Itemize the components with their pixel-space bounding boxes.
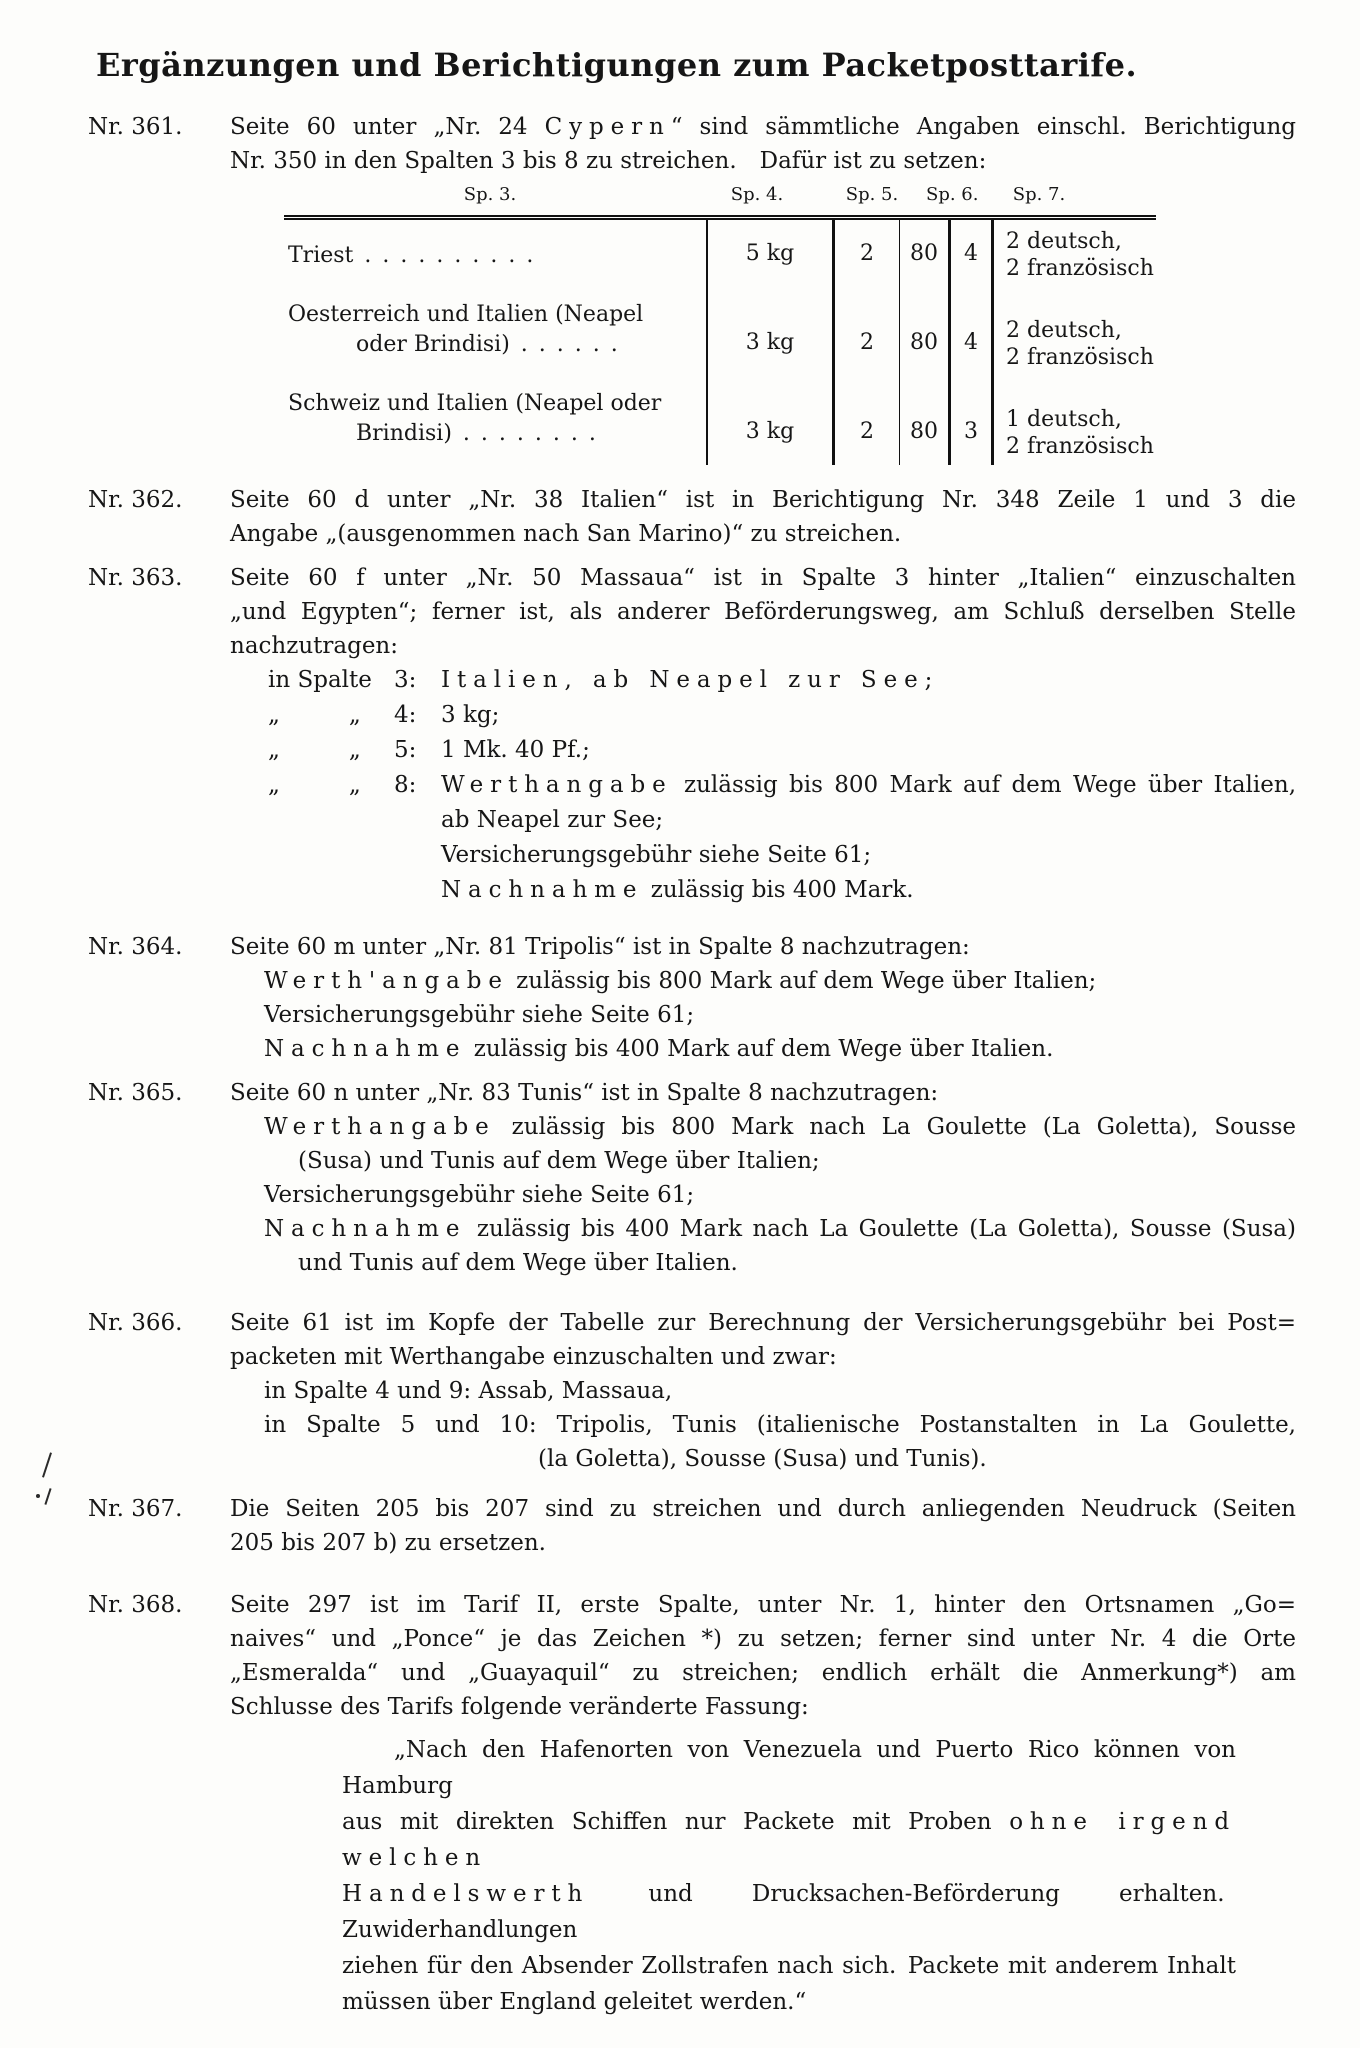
cell-languages	[993, 287, 1157, 376]
cell-destination	[284, 287, 707, 376]
text-segment: aus mit direkten Schiffen nur Packete mit Proben	[342, 1809, 1010, 1835]
text-line: „und Egypten“; ferner ist, als anderer Beförderungsweg, am Schluß derselben Stelle	[230, 599, 1296, 625]
table-row	[284, 287, 1156, 376]
text-line: in Spalte 5 und 10: Tripolis, Tunis (italienische Postanstalten in La Goulette,	[264, 1412, 1296, 1438]
cell-languages	[993, 376, 1157, 465]
item-365	[88, 1076, 1296, 1280]
text-line: Nr. 350 in den Spalten 3 bis 8 zu streichen. Dafür ist zu setzen:	[230, 148, 987, 174]
cell-languages	[993, 218, 1157, 288]
text-line: Seite 60 n unter „Nr. 83 Tunis“ ist in Spalte 8 nachzutragen:	[230, 1080, 939, 1106]
text-line: (Susa) und Tunis auf dem Wege über Italien;	[298, 1148, 820, 1174]
destination-line: Oesterreich und Italien (Neapel	[288, 302, 644, 327]
item-number: Nr. 362.	[88, 487, 183, 513]
text-line: Seite 297 ist im Tarif II, erste Spalte, unter Nr. 1, hinter den Ortsnamen „Go=	[230, 1592, 1296, 1618]
column-number: 4:	[394, 702, 417, 728]
item-number: Nr. 367.	[88, 1496, 183, 1522]
cell-pfennig: 80	[900, 218, 950, 288]
text-line	[268, 698, 1296, 733]
spaced-word: Handelswerth	[342, 1881, 590, 1907]
text-line	[264, 964, 1296, 998]
text-line: ab Neapel zur See;	[441, 807, 664, 833]
text-line: 205 bis 207 b) zu ersetzen.	[230, 1530, 546, 1556]
language-line: 2 deutsch,	[1006, 318, 1122, 343]
table-row	[284, 376, 1156, 465]
text-line	[342, 1876, 1236, 1948]
cell-mark: 2	[834, 287, 900, 376]
text-line	[441, 873, 1296, 908]
tariff-table-grid	[284, 215, 1156, 465]
text-line: Versicherungsgebühr siehe Seite 61;	[264, 1002, 695, 1028]
col-header: Sp. 5.	[845, 184, 899, 205]
cell-pfennig: 80	[900, 376, 950, 465]
text-segment: und Drucksachen-Beförderung erhalten. Zuwiderhandlungen	[342, 1881, 1236, 1943]
item-number: Nr. 364.	[88, 934, 183, 960]
cell-destination	[284, 376, 707, 465]
item-363	[88, 561, 1296, 908]
destination-line: Schweiz und Italien (Neapel oder	[288, 391, 662, 416]
language-line: 2 deutsch,	[1006, 229, 1122, 254]
item-body	[230, 110, 1296, 473]
ditto-marks: „ „	[268, 737, 361, 763]
item-362	[88, 483, 1296, 551]
text-line: naives“ und „Ponce“ je das Zeichen *) zu setzen; ferner sind unter Nr. 4 die Orte	[230, 1626, 1296, 1652]
tab-label: in Spalte	[268, 667, 372, 693]
quoted-passage	[342, 1732, 1236, 2020]
destination-line: Brindisi) . . . . . . . .	[356, 421, 596, 446]
spaced-word: Werthangabe	[441, 772, 673, 798]
text-line	[264, 1110, 1296, 1144]
spaced-word: Cypern	[544, 114, 671, 140]
col-header: Sp. 3.	[463, 184, 517, 205]
text-line: ziehen für den Absender Zollstrafen nach sich. Packete mit anderem Inhalt	[342, 1953, 1236, 1979]
item-body	[230, 483, 1296, 551]
pencil-mark-dot	[36, 1494, 40, 1498]
cell-weight: 5 kg	[707, 218, 834, 288]
table-row	[284, 218, 1156, 288]
text-segment: zulässig bis 800 Mark nach La Goulette (La Goletta), Sousse	[495, 1114, 1296, 1140]
item-body	[230, 1588, 1296, 2020]
item-body	[230, 930, 1296, 1066]
text-line	[268, 733, 1296, 768]
text-line: Seite 61 ist im Kopfe der Tabelle zur Berechnung der Versicherungsgebühr bei Post=	[230, 1310, 1296, 1336]
text-line: Angabe „(ausgenommen nach San Marino)“ zu streichen.	[230, 521, 902, 547]
text-line	[264, 1032, 1296, 1066]
item-361	[88, 110, 1296, 473]
language-line: 2 französisch	[1006, 434, 1154, 459]
column-number: 5:	[394, 737, 417, 763]
spaced-word: Werthangabe	[264, 1114, 496, 1140]
item-body	[230, 1306, 1296, 1476]
text-segment: zulässig bis 800 Mark auf dem Wege über Italien;	[508, 968, 1097, 994]
column-number: 3:	[394, 667, 417, 693]
destination-line: oder Brindisi) . . . . . .	[356, 332, 618, 357]
cell-declarations: 3	[950, 376, 993, 465]
item-number: Nr. 366.	[88, 1310, 183, 1336]
text-line: Seite 60 d unter „Nr. 38 Italien“ ist in Berichtigung Nr. 348 Zeile 1 und 3 die	[230, 487, 1296, 513]
item-body	[230, 561, 1296, 908]
text-line: (la Goletta), Sousse (Susa) und Tunis).	[538, 1446, 987, 1472]
text-line: und Tunis auf dem Wege über Italien.	[298, 1250, 738, 1276]
cell-mark: 2	[834, 376, 900, 465]
col-header: Sp. 6.	[926, 184, 979, 205]
language-line: 1 deutsch,	[1006, 407, 1122, 432]
ditto-marks: „ „	[268, 772, 361, 798]
text-line: Seite 60 m unter „Nr. 81 Tripolis“ ist in Spalte 8 nachzutragen:	[230, 934, 970, 960]
text-line: packeten mit Werthangabe einzuschalten und zwar:	[230, 1344, 837, 1370]
item-number: Nr. 365.	[88, 1080, 183, 1106]
item-368	[88, 1588, 1296, 2020]
text-line: nachzutragen:	[230, 633, 398, 659]
page-title: Ergänzungen und Berichtigungen zum Packetposttarife.	[96, 46, 1138, 84]
language-line: 2 französisch	[1006, 256, 1154, 281]
text-segment: zulässig bis 400 Mark.	[643, 877, 914, 903]
text-segment: zulässig bis 800 Mark auf dem Wege über Italien,	[672, 772, 1296, 798]
spaced-word: Werth'angabe	[264, 968, 509, 994]
text-segment: ;	[924, 667, 933, 693]
text-line: Seite 60 f unter „Nr. 50 Massaua“ ist in Spalte 3 hinter „Italien“ einzuschalten	[230, 565, 1296, 591]
text-line	[264, 1212, 1296, 1246]
text-line: Schlusse des Tarifs folgende veränderte Fassung:	[230, 1694, 809, 1720]
table-col-headers	[284, 186, 1114, 212]
text-segment: zulässig bis 400 Mark nach La Goulette (La Goletta), Sousse (Susa)	[466, 1216, 1296, 1242]
spaced-word: Nachnahme	[264, 1036, 467, 1062]
spaced-word: ohne irgend welchen	[342, 1809, 1236, 1871]
text-segment: 1 Mk. 40 Pf.;	[441, 737, 590, 763]
column-number: 8:	[394, 772, 417, 798]
text-line	[268, 663, 1296, 698]
text-line: in Spalte 4 und 9: Assab, Massaua,	[264, 1378, 673, 1404]
text-segment: zulässig bis 400 Mark auf dem Wege über Italien.	[466, 1036, 1054, 1062]
item-366	[88, 1306, 1296, 1476]
cell-pfennig: 80	[900, 287, 950, 376]
cell-declarations: 4	[950, 287, 993, 376]
cell-mark: 2	[834, 218, 900, 288]
destination-line: Triest . . . . . . . . . .	[288, 243, 534, 268]
cell-destination	[284, 218, 707, 288]
cell-declarations: 4	[950, 218, 993, 288]
item-body	[230, 1076, 1296, 1280]
text-line	[268, 768, 1296, 803]
text-line	[342, 1804, 1236, 1876]
spaced-word: Nachnahme	[264, 1216, 467, 1242]
item-364	[88, 930, 1296, 1066]
spaced-word: Nachnahme	[441, 877, 644, 903]
col-header: Sp. 7.	[1012, 184, 1066, 205]
text-line: Die Seiten 205 bis 207 sind zu streichen und durch anliegenden Neudruck (Seiten	[230, 1496, 1296, 1522]
item-number: Nr. 363.	[88, 565, 183, 591]
text-line	[230, 110, 1296, 144]
text-line: Versicherungsgebühr siehe Seite 61;	[441, 842, 872, 868]
text-segment: 3 kg;	[441, 702, 500, 728]
tariff-table	[284, 184, 1154, 465]
spaced-word: Italien, ab Neapel zur See	[441, 667, 925, 693]
text-segment: “ sind sämmtliche Angaben einschl. Berichtigung	[670, 114, 1296, 140]
item-body	[230, 1492, 1296, 1560]
ditto-marks: „ „	[268, 702, 361, 728]
cell-weight: 3 kg	[707, 376, 834, 465]
cell-weight: 3 kg	[707, 287, 834, 376]
text-line: Versicherungsgebühr siehe Seite 61;	[264, 1182, 695, 1208]
item-number: Nr. 361.	[88, 114, 183, 140]
text-segment: Seite 60 unter „Nr. 24	[230, 114, 545, 140]
item-367	[88, 1492, 1296, 1560]
col-header: Sp. 4.	[730, 184, 784, 205]
item-number: Nr. 368.	[88, 1592, 183, 1618]
language-line: 2 französisch	[1006, 345, 1154, 370]
text-line: „Nach den Hafenorten von Venezuela und Puerto Rico können von Hamburg	[342, 1737, 1236, 1799]
text-line: müssen über England geleitet werden.“	[342, 1989, 807, 2015]
text-line: „Esmeralda“ und „Guayaquil“ zu streichen; endlich erhält die Anmerkung*) am	[230, 1660, 1296, 1686]
